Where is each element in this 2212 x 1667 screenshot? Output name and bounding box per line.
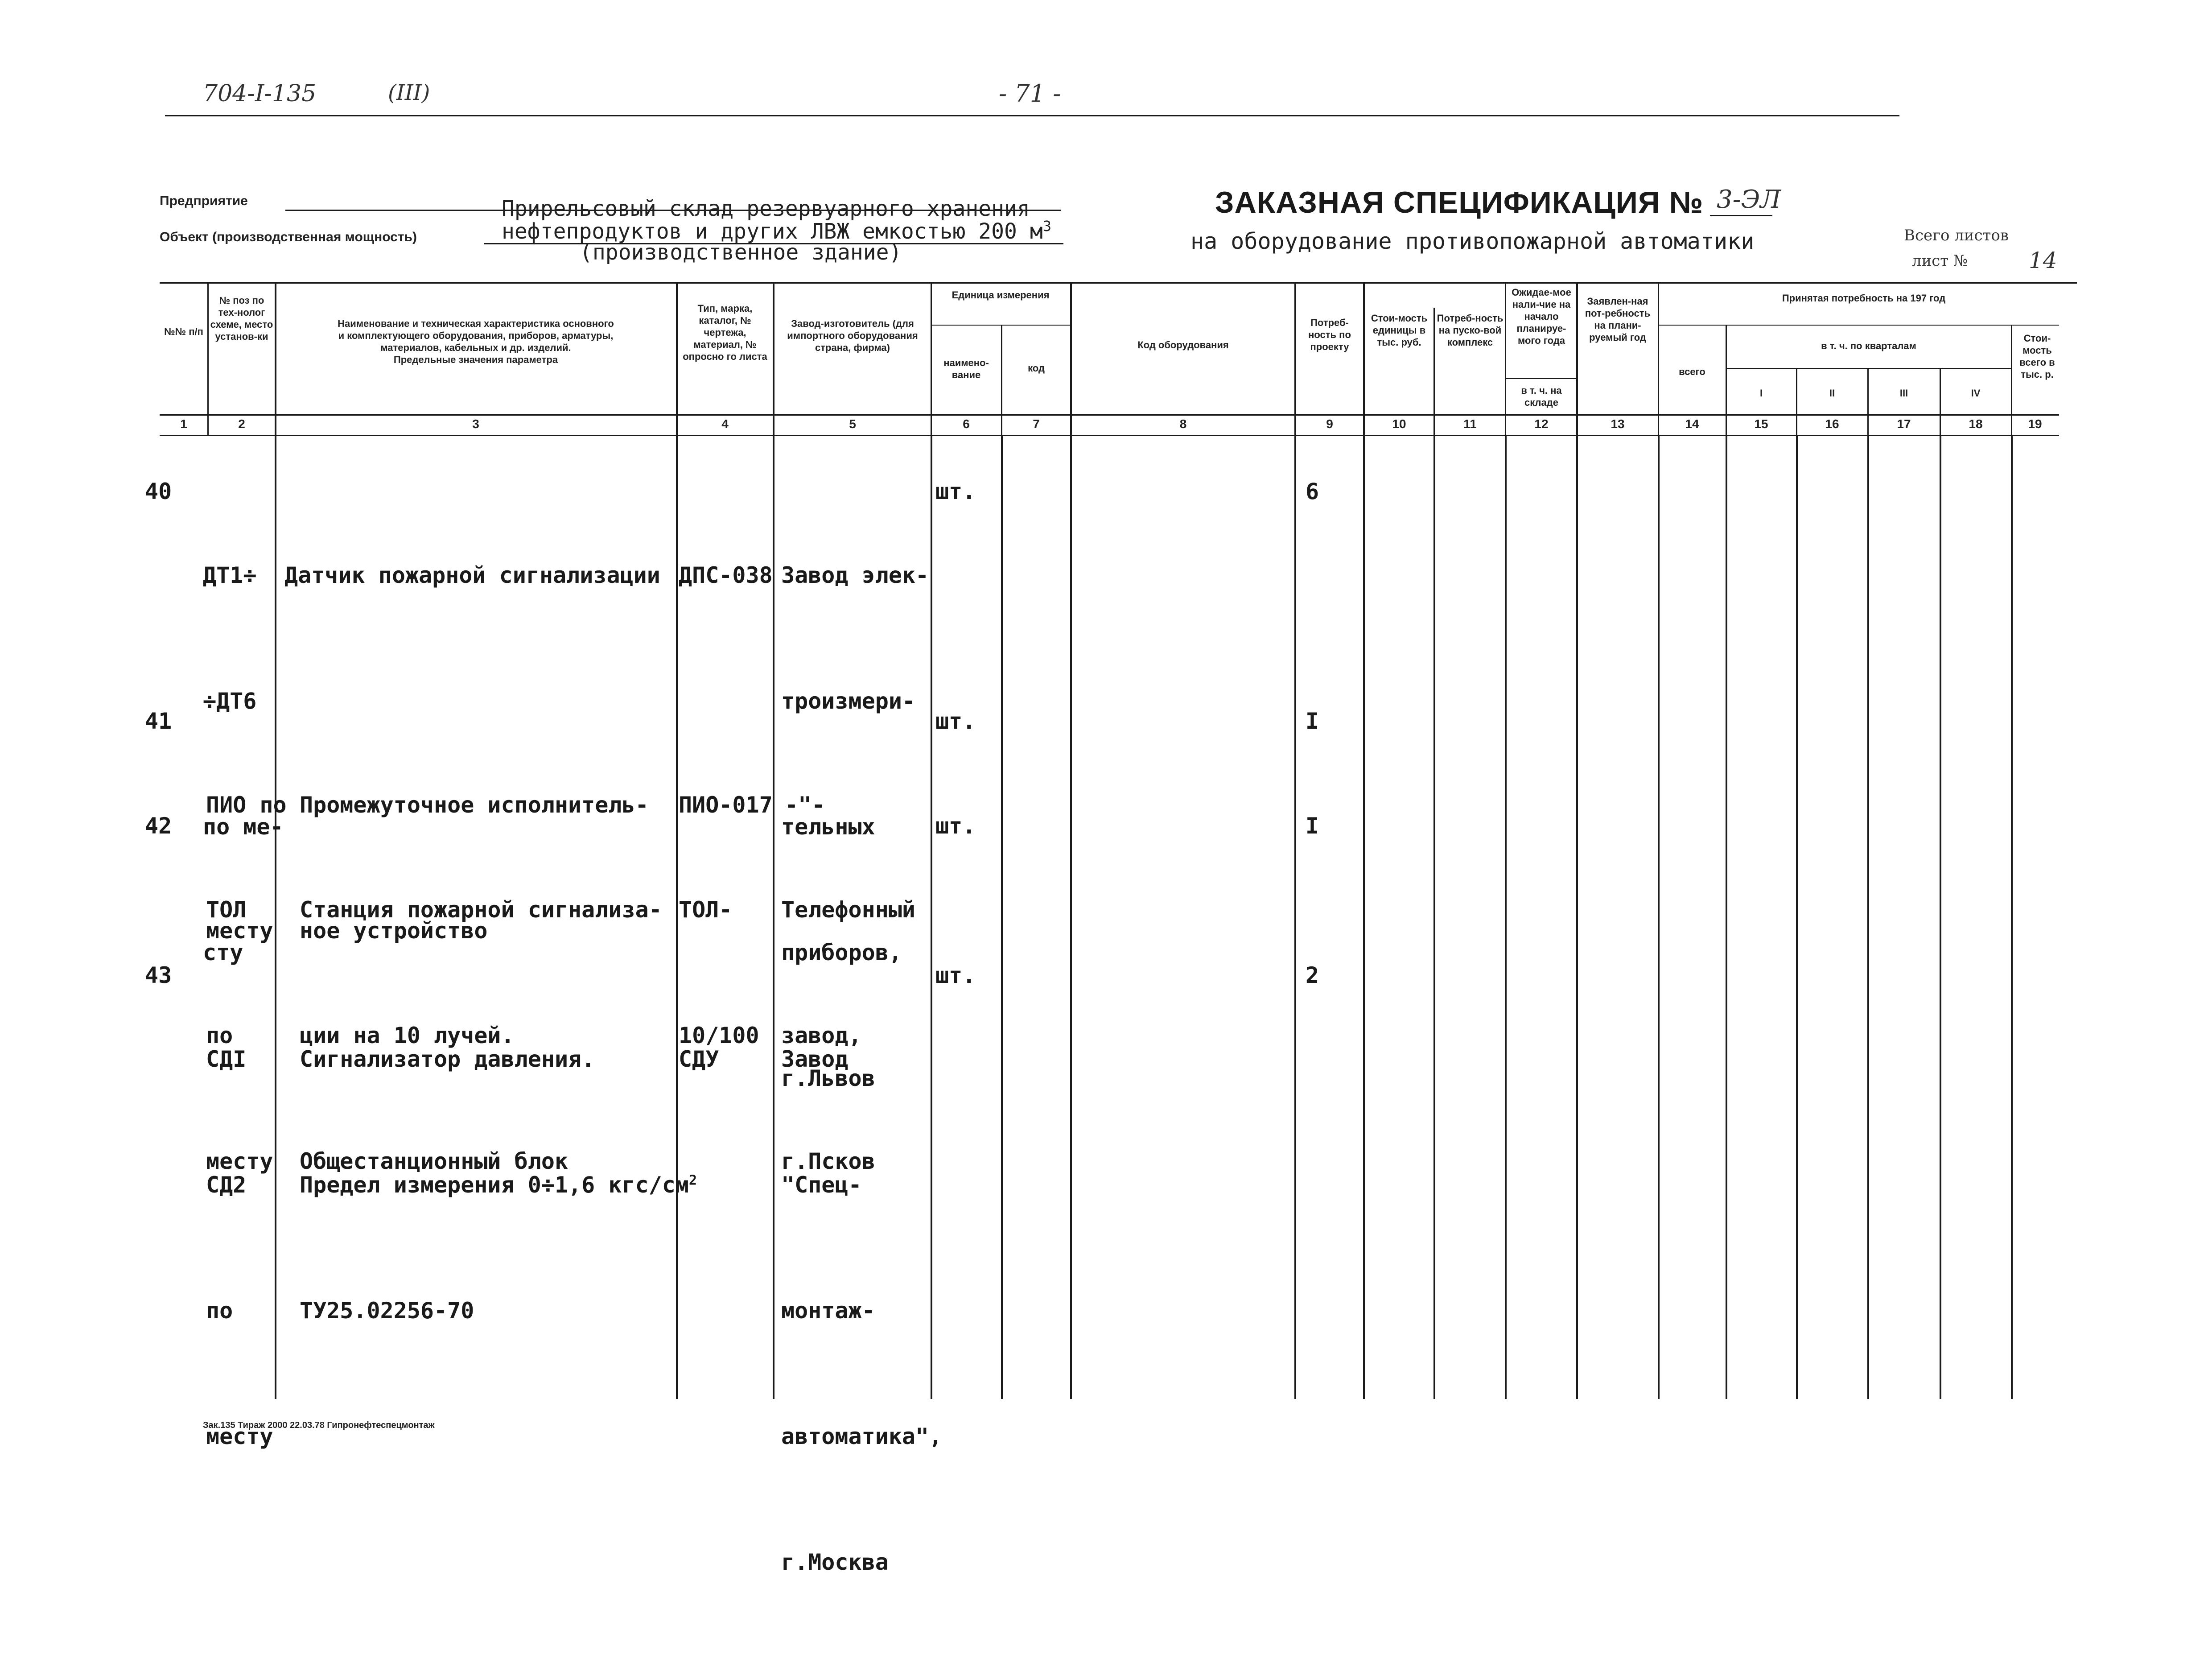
row-maker-line: Завод — [781, 1046, 849, 1072]
row-position-line: ТОЛ — [206, 897, 247, 923]
col-header-6-7: Единица измерения — [952, 289, 1050, 301]
col-sep-16 — [1867, 368, 1869, 436]
object-label: Объект (производственная мощность) — [160, 230, 417, 244]
row-position-line: по ме- — [203, 814, 284, 840]
doc-code: 704-I-135 — [203, 80, 317, 107]
col-number-6: 6 — [963, 417, 970, 431]
row-name — [284, 470, 660, 680]
row-name-line: ное устройство — [300, 918, 488, 944]
col-header-10: Стои-мость единицы в тыс. руб. — [1371, 313, 1428, 348]
col-header-17: III — [1899, 388, 1908, 399]
col-sep-10 — [1433, 308, 1435, 436]
accepted-subheader-rule — [1658, 325, 2059, 326]
col-number-8: 8 — [1179, 417, 1187, 431]
row-maker-line: -"- — [785, 792, 825, 818]
col-number-18: 18 — [1969, 417, 1983, 431]
row-position-line: сту — [203, 940, 243, 966]
row-name-sup: 2 — [688, 1172, 697, 1188]
col-number-3: 3 — [472, 417, 479, 431]
row-position-line: ДТ1÷ — [203, 562, 257, 588]
row-name-text: Предел измерения 0÷1,6 кгс/см — [300, 1172, 689, 1198]
row-name-line — [300, 1164, 697, 1206]
col-sep-16-body — [1867, 436, 1869, 1399]
col-number-16: 16 — [1825, 417, 1839, 431]
col-header-7: код — [1028, 363, 1045, 374]
row-name-line: Промежуточное исполнитель- — [300, 792, 649, 818]
col-header-3-line1: Наименование и техническая характеристика основного — [338, 318, 614, 329]
row-maker-line: тельных — [781, 814, 875, 840]
row-position-line: ПИО по — [206, 792, 287, 818]
row-type-line: 10/100 — [679, 1023, 759, 1048]
row-position-line: месту — [206, 1148, 273, 1174]
col-sep-8 — [1070, 282, 1072, 1399]
col-sep-12b — [1576, 282, 1578, 1399]
col-sep-4 — [773, 282, 774, 1399]
col-number-1: 1 — [180, 417, 187, 431]
print-mark: Зак.135 Тираж 2000 22.03.78 Гипронефтеспецмонтаж — [203, 1420, 435, 1430]
col-header-3 — [277, 318, 674, 366]
row-position-line: ÷ДТ6 — [203, 688, 257, 714]
row-number: 43 — [145, 962, 172, 988]
col-header-4: Тип, марка, каталог, № чертежа, материал, № опросно го листа — [683, 303, 767, 362]
col-header-3-line3: материалов, кабельных и др. изделий. — [380, 342, 571, 353]
row-type-line: ТОЛ- — [679, 897, 733, 923]
object-line2-sup: 3 — [1042, 218, 1051, 235]
col-sep-7 — [1001, 436, 1003, 1399]
row-type-line: ПИО-017 — [679, 792, 773, 818]
col-number-14: 14 — [1685, 417, 1699, 431]
col-sep-13 — [1658, 282, 1659, 436]
row-position-line: месту — [206, 1424, 273, 1449]
col-header-9: Потреб-ность по проекту — [1308, 317, 1351, 352]
spec-number-line — [1710, 215, 1772, 216]
col-header-11: Потреб-ность на пуско-вой комплекс — [1437, 313, 1504, 348]
col-sep-1 — [207, 282, 209, 436]
col-sep-17-body — [1940, 436, 1941, 1399]
row-number: 42 — [145, 813, 172, 839]
sheet-label: лист № — [1912, 252, 1968, 270]
spec-title: ЗАКАЗНАЯ СПЕЦИФИКАЦИЯ № — [1215, 186, 1704, 219]
row-name-line: Общестанционный блок — [300, 1148, 568, 1174]
col-sep-14 — [1726, 325, 1727, 436]
doc-part: (III) — [388, 80, 430, 105]
table-top-rule — [160, 282, 2077, 284]
row-maker-line: г.Псков — [781, 1148, 875, 1174]
row-type — [679, 954, 732, 1164]
col-sep-15 — [1796, 368, 1797, 436]
col-header-6: наимено-вание — [943, 357, 989, 380]
row-quantity: I — [1306, 708, 1319, 734]
col-number-9: 9 — [1326, 417, 1333, 431]
row-position-line: СД2 — [206, 1172, 247, 1198]
row-maker-line: г.Львов — [781, 1065, 875, 1091]
col-number-19: 19 — [2028, 417, 2042, 431]
row-type-line: ДПС-038 — [679, 562, 773, 588]
table-colnum-bottom-rule — [160, 435, 2059, 436]
total-sheets-label: Всего листов — [1904, 227, 2009, 244]
col-sep-14-body — [1726, 436, 1727, 1399]
col-header-15: I — [1759, 388, 1763, 399]
col-number-10: 10 — [1392, 417, 1406, 431]
row-maker-line: автоматика", — [781, 1424, 943, 1449]
col-sep-12 — [1505, 436, 1507, 1399]
col-number-5: 5 — [849, 417, 856, 431]
row-name-line: ции на 10 лучей. — [300, 1023, 515, 1048]
col-header-14: всего — [1679, 366, 1705, 377]
col-header-5: Завод-изготовитель (для импортного оборудования страна, фирма) — [787, 318, 918, 353]
unit-subheader-rule — [931, 325, 1070, 326]
row-number: 40 — [145, 479, 172, 504]
col-header-2: № поз по тех-нолог схеме, место установ-ки — [210, 295, 273, 342]
col-header-12a: Ожидае-мое нали-чие на начало планируе-мого года — [1512, 287, 1571, 346]
row-unit: шт. — [935, 962, 976, 988]
row-maker-line: г.Москва — [781, 1549, 889, 1575]
object-line1: Прирельсовый склад резервуарного хранения — [502, 196, 1030, 221]
sheet-value: 14 — [2029, 248, 2057, 273]
header-rule — [165, 115, 1899, 116]
row-maker-line: монтаж- — [781, 1298, 875, 1324]
row-type-line: СДУ — [679, 1046, 719, 1072]
col-number-13: 13 — [1611, 417, 1625, 431]
col-sep-18 — [2011, 325, 2012, 436]
row-name-line: ТУ25.02256-70 — [300, 1298, 474, 1324]
object-line2-text: нефтепродуктов и других ЛВЖ емкостью 200 м — [502, 219, 1043, 244]
row-position-line: СДI — [206, 1046, 247, 1072]
col-header-14-19: Принятая потребность на 197 год — [1782, 293, 1946, 304]
col-header-3-line2: и комплектующего оборудования, приборов, арматуры, — [338, 330, 614, 341]
row-position-line: месту — [206, 918, 273, 944]
row-unit: шт. — [935, 479, 976, 504]
row-name-line: Сигнализатор давления. — [300, 1046, 595, 1072]
col-sep-18-body — [2011, 436, 2013, 1399]
col-number-11: 11 — [1463, 417, 1477, 431]
col-number-15: 15 — [1754, 417, 1768, 431]
page-number: - 71 - — [999, 79, 1061, 107]
row-name — [300, 954, 697, 1415]
row-quantity: I — [1306, 813, 1319, 839]
row-quantity: 2 — [1306, 962, 1319, 988]
row-type — [679, 470, 773, 680]
row-quantity: 6 — [1306, 479, 1319, 504]
stock-subheader-rule — [1505, 378, 1576, 379]
row-maker-line: Телефонный — [781, 897, 916, 923]
col-header-13: Заявлен-ная пот-ребность на плани-руемый год — [1585, 296, 1651, 343]
col-sep-10-body — [1433, 436, 1435, 1399]
col-header-1: №№ п/п — [164, 326, 203, 337]
row-maker-line: приборов, — [781, 940, 902, 966]
col-header-12b: в т. ч. на складе — [1521, 385, 1562, 408]
enterprise-label: Предприятие — [160, 194, 248, 208]
col-number-2: 2 — [238, 417, 245, 431]
table-header-bottom-rule — [160, 414, 2059, 416]
col-number-4: 4 — [721, 417, 729, 431]
row-unit: шт. — [935, 708, 976, 734]
col-number-12: 12 — [1534, 417, 1549, 431]
row-position-line: по — [206, 1023, 233, 1048]
col-sep-13-body — [1658, 436, 1660, 1399]
row-unit: шт. — [935, 813, 976, 839]
col-header-15-18: в т. ч. по кварталам — [1821, 340, 1916, 351]
row-position-line: по — [206, 1298, 233, 1324]
col-header-8: Код оборудования — [1137, 339, 1229, 351]
col-header-18: IV — [1971, 388, 1981, 399]
col-sep-15-body — [1796, 436, 1798, 1399]
row-maker — [781, 954, 942, 1667]
col-header-19: Стои-мость всего в тыс. р. — [2019, 333, 2055, 380]
col-number-7: 7 — [1033, 417, 1040, 431]
row-position — [206, 954, 273, 1541]
row-maker-line: завод, — [781, 1023, 862, 1048]
col-header-3-line4: Предельные значения параметра — [393, 354, 558, 365]
col-sep-6 — [1001, 325, 1002, 436]
row-name-line: Станция пожарной сигнализа- — [300, 897, 662, 923]
col-header-16: II — [1829, 388, 1835, 399]
row-name-line: Датчик пожарной сигнализации — [284, 562, 660, 588]
object-line3: (производственное здание) — [580, 240, 902, 265]
col-number-17: 17 — [1897, 417, 1911, 431]
col-sep-17 — [1940, 368, 1941, 436]
col-sep-11 — [1505, 282, 1506, 436]
row-maker-line: "Спец- — [781, 1172, 862, 1198]
row-maker-line: троизмери- — [781, 688, 916, 714]
col-sep-9 — [1294, 282, 1296, 1399]
row-maker-line: Завод элек- — [781, 562, 929, 588]
spec-subtitle: на оборудование противопожарной автоматики — [1190, 228, 1755, 254]
row-number: 41 — [145, 708, 172, 734]
col-sep-9b — [1363, 282, 1365, 1399]
spec-number: 3-ЭЛ — [1717, 185, 1781, 214]
